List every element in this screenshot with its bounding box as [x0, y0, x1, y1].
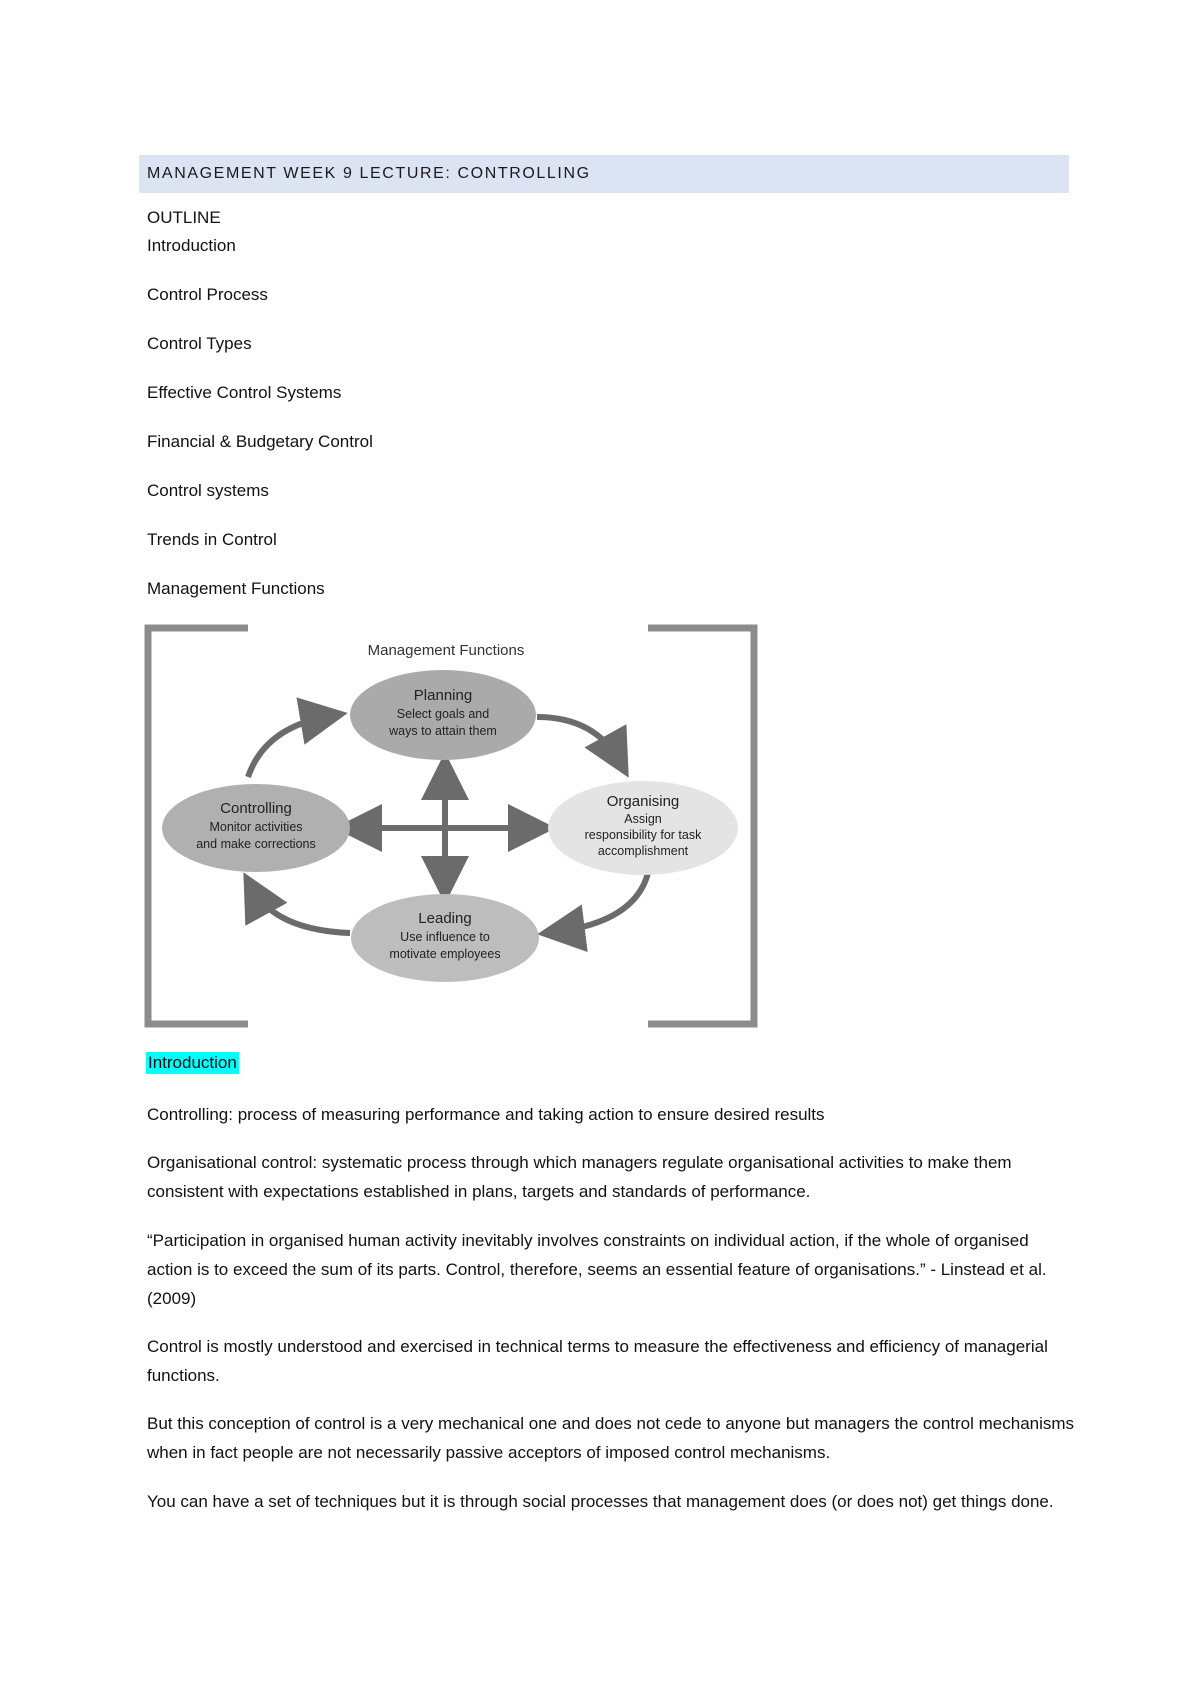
document-title-bar [139, 155, 1069, 193]
outline-item: Control Process [147, 285, 268, 304]
diagram-title: Management Functions [367, 642, 525, 659]
outline-item: Effective Control Systems [147, 383, 342, 402]
management-functions-diagram [140, 620, 762, 1030]
intro-paragraph-5: But this conception of control is a very mechanical one and does not cede to anyone but managers the control mechanisms when in fact people are not necessarily passive acceptors of imposed control mechanisms. [147, 1414, 1075, 1462]
planning-desc-2: ways to attain them [389, 724, 497, 738]
intro-paragraph-6: You can have a set of techniques but it is through social processes that management does (or does not) get things done. [147, 1492, 1054, 1511]
outline-item: Financial & Budgetary Control [147, 432, 373, 451]
outline-heading: OUTLINE [147, 208, 221, 227]
document-title: MANAGEMENT WEEK 9 LECTURE: CONTROLLING [147, 165, 591, 182]
outline-item: Control systems [147, 481, 269, 500]
arrow-planning-to-organising [537, 717, 620, 762]
organising-desc-3: accomplishment [597, 844, 689, 858]
controlling-title: Controlling [220, 800, 292, 817]
controlling-desc-2: and make corrections [196, 837, 316, 851]
intro-paragraph-4: Control is mostly understood and exercised in technical terms to measure the effectiveness and efficiency of managerial functions. [147, 1337, 1048, 1385]
leading-desc-2: motivate employees [389, 947, 501, 961]
intro-paragraph-2: Organisational control: systematic process through which managers regulate organisational activities to make them consistent with expectations established in plans, targets and standards of performance. [147, 1153, 1012, 1201]
outline-item: Control Types [147, 334, 252, 353]
organising-desc-2: responsibility for task [584, 828, 702, 842]
intro-paragraph-3: “Participation in organised human activity inevitably involves constraints on individual action, if the whole of organised action is to exceed the sum of its parts. Control, therefore, seems an essential feature of organisations.” - Linstead et al. (2009) [147, 1231, 1047, 1308]
planning-desc-1: Select goals and [396, 707, 490, 721]
organising-title: Organising [606, 793, 680, 810]
outline-item: Management Functions [147, 579, 325, 598]
arrow-organising-to-leading [555, 873, 648, 932]
leading-desc-1: Use influence to [400, 930, 490, 944]
introduction-heading: Introduction [148, 1053, 237, 1072]
arrow-controlling-to-planning [248, 716, 330, 777]
controlling-desc-1: Monitor activities [209, 820, 303, 834]
planning-title: Planning [413, 687, 473, 704]
outline-item: Introduction [147, 236, 236, 255]
outline-item: Trends in Control [147, 530, 277, 549]
organising-desc-1: Assign [624, 812, 662, 826]
arrow-leading-to-controlling [252, 888, 350, 933]
leading-title: Leading [418, 910, 472, 927]
intro-paragraph-1: Controlling: process of measuring performance and taking action to ensure desired results [147, 1105, 825, 1124]
